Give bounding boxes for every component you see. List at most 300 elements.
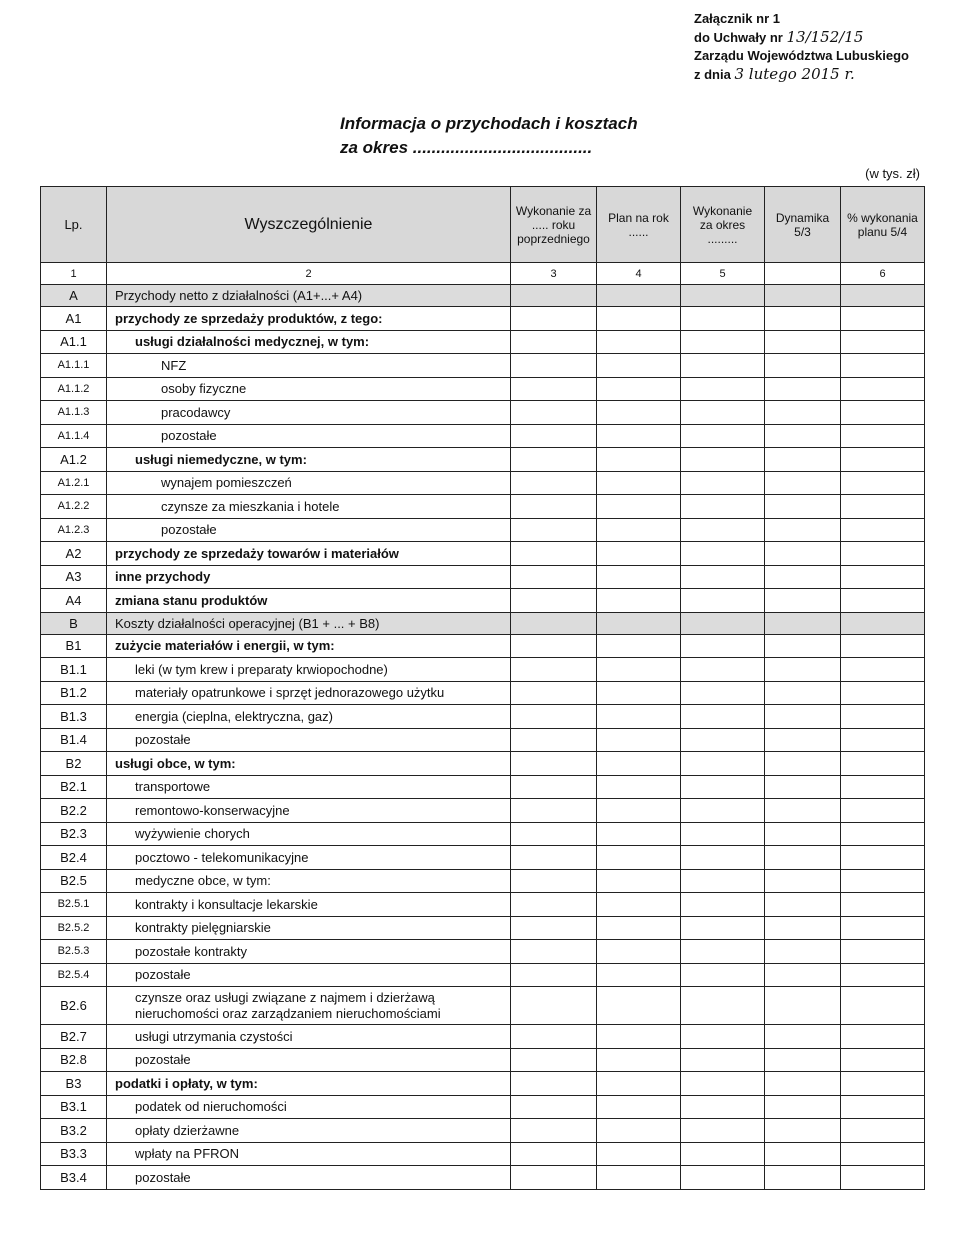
value-cell[interactable] — [597, 448, 681, 472]
value-cell[interactable] — [841, 775, 925, 799]
value-cell[interactable] — [681, 1072, 765, 1096]
value-cell[interactable] — [681, 775, 765, 799]
row-label: wpłaty na PFRON — [107, 1142, 511, 1166]
value-cell[interactable] — [765, 1025, 841, 1049]
row-label: leki (w tym krew i preparaty krwiopochodne) — [107, 658, 511, 682]
annex-header — [694, 10, 909, 84]
value-cell[interactable] — [511, 869, 597, 893]
value-cell[interactable] — [841, 987, 925, 1025]
value-cell[interactable] — [511, 401, 597, 425]
row-code: A1.1.4 — [41, 424, 107, 448]
value-cell[interactable] — [841, 916, 925, 940]
header-plan: Plan na rok ...... — [597, 187, 681, 263]
value-cell[interactable] — [765, 354, 841, 378]
column-number: 5 — [681, 263, 765, 285]
value-cell[interactable] — [681, 846, 765, 870]
value-cell[interactable] — [841, 681, 925, 705]
table-row — [41, 869, 925, 893]
value-cell[interactable] — [681, 916, 765, 940]
value-cell[interactable] — [681, 495, 765, 519]
value-cell[interactable] — [765, 1166, 841, 1190]
value-cell[interactable] — [681, 1025, 765, 1049]
value-cell[interactable] — [765, 987, 841, 1025]
row-code: B3.3 — [41, 1142, 107, 1166]
row-label: remontowo-konserwacyjne — [107, 799, 511, 823]
value-cell[interactable] — [511, 354, 597, 378]
row-code: B3.1 — [41, 1095, 107, 1119]
value-cell[interactable] — [597, 775, 681, 799]
value-cell[interactable] — [511, 681, 597, 705]
row-label: kontrakty pielęgniarskie — [107, 916, 511, 940]
value-cell[interactable] — [511, 634, 597, 658]
value-cell[interactable] — [597, 869, 681, 893]
value-cell[interactable] — [841, 846, 925, 870]
row-code: A1.2 — [41, 448, 107, 472]
row-code: A1 — [41, 307, 107, 331]
value-cell[interactable] — [765, 775, 841, 799]
value-cell[interactable] — [597, 681, 681, 705]
row-code: B2.4 — [41, 846, 107, 870]
table-row — [41, 893, 925, 917]
value-cell[interactable] — [681, 589, 765, 613]
header-plan-percent: % wykonania planu 5/4 — [841, 187, 925, 263]
value-cell[interactable] — [765, 285, 841, 307]
value-cell[interactable] — [511, 1048, 597, 1072]
value-cell[interactable] — [765, 634, 841, 658]
value-cell[interactable] — [681, 1142, 765, 1166]
table-row — [41, 1142, 925, 1166]
value-cell[interactable] — [841, 799, 925, 823]
table-row — [41, 285, 925, 307]
row-label: usługi działalności medycznej, w tym: — [107, 330, 511, 354]
value-cell[interactable] — [681, 542, 765, 566]
row-code: A1.2.3 — [41, 518, 107, 542]
value-cell[interactable] — [597, 424, 681, 448]
column-number: 4 — [597, 263, 681, 285]
header-description: Wyszczególnienie — [107, 187, 511, 263]
value-cell[interactable] — [597, 330, 681, 354]
row-code: A4 — [41, 589, 107, 613]
value-cell[interactable] — [841, 822, 925, 846]
value-cell[interactable] — [765, 963, 841, 987]
value-cell[interactable] — [765, 542, 841, 566]
value-cell[interactable] — [681, 1119, 765, 1143]
table-row — [41, 612, 925, 634]
value-cell[interactable] — [681, 893, 765, 917]
value-cell[interactable] — [511, 448, 597, 472]
value-cell[interactable] — [597, 471, 681, 495]
value-cell[interactable] — [681, 354, 765, 378]
value-cell[interactable] — [765, 799, 841, 823]
value-cell[interactable] — [681, 307, 765, 331]
value-cell[interactable] — [765, 728, 841, 752]
table-row — [41, 987, 925, 1025]
value-cell[interactable] — [681, 987, 765, 1025]
value-cell[interactable] — [765, 822, 841, 846]
value-cell[interactable] — [511, 799, 597, 823]
value-cell[interactable] — [511, 565, 597, 589]
value-cell[interactable] — [841, 495, 925, 519]
value-cell[interactable] — [511, 612, 597, 634]
value-cell[interactable] — [841, 1025, 925, 1049]
table-row — [41, 1072, 925, 1096]
table-row — [41, 565, 925, 589]
value-cell[interactable] — [841, 354, 925, 378]
row-code: B1.1 — [41, 658, 107, 682]
row-label: pozostałe — [107, 518, 511, 542]
value-cell[interactable] — [841, 634, 925, 658]
table-row — [41, 752, 925, 776]
board-name: Zarządu Województwa Lubuskiego — [694, 48, 909, 63]
row-label: czynsze za mieszkania i hotele — [107, 495, 511, 519]
row-label: pozostałe — [107, 728, 511, 752]
row-code: A1.1.1 — [41, 354, 107, 378]
value-cell[interactable] — [841, 963, 925, 987]
value-cell[interactable] — [597, 658, 681, 682]
value-cell[interactable] — [841, 728, 925, 752]
column-number: 3 — [511, 263, 597, 285]
row-label: pozostałe — [107, 1166, 511, 1190]
value-cell[interactable] — [765, 1119, 841, 1143]
title-line-1: Informacja o przychodach i kosztach — [340, 114, 638, 133]
value-cell[interactable] — [841, 1119, 925, 1143]
table-row — [41, 728, 925, 752]
value-cell[interactable] — [511, 705, 597, 729]
value-cell[interactable] — [841, 893, 925, 917]
row-code: A1.2.2 — [41, 495, 107, 519]
value-cell[interactable] — [841, 285, 925, 307]
value-cell[interactable] — [681, 940, 765, 964]
table-row — [41, 822, 925, 846]
table-row — [41, 424, 925, 448]
value-cell[interactable] — [597, 307, 681, 331]
value-cell[interactable] — [841, 869, 925, 893]
value-cell[interactable] — [511, 1166, 597, 1190]
value-cell[interactable] — [511, 1142, 597, 1166]
table-row — [41, 1119, 925, 1143]
value-cell[interactable] — [841, 330, 925, 354]
value-cell[interactable] — [597, 401, 681, 425]
row-label: podatki i opłaty, w tym: — [107, 1072, 511, 1096]
table-row — [41, 658, 925, 682]
value-cell[interactable] — [765, 1142, 841, 1166]
row-label: pracodawcy — [107, 401, 511, 425]
value-cell[interactable] — [765, 846, 841, 870]
row-label: NFZ — [107, 354, 511, 378]
header-prev-year: Wykonanie za ..... roku poprzedniego — [511, 187, 597, 263]
value-cell[interactable] — [681, 285, 765, 307]
value-cell[interactable] — [681, 448, 765, 472]
row-label: energia (cieplna, elektryczna, gaz) — [107, 705, 511, 729]
row-label: usługi niemedyczne, w tym: — [107, 448, 511, 472]
value-cell[interactable] — [765, 869, 841, 893]
value-cell[interactable] — [765, 705, 841, 729]
annex-label: Załącznik nr 1 — [694, 11, 780, 26]
table-row — [41, 1025, 925, 1049]
value-cell[interactable] — [681, 752, 765, 776]
value-cell[interactable] — [841, 565, 925, 589]
value-cell[interactable] — [597, 799, 681, 823]
resolution-number: 13/152/15 — [786, 28, 864, 46]
value-cell[interactable] — [681, 612, 765, 634]
value-cell[interactable] — [681, 681, 765, 705]
value-cell[interactable] — [765, 1048, 841, 1072]
table-row — [41, 330, 925, 354]
row-code: A1.1.3 — [41, 401, 107, 425]
value-cell[interactable] — [597, 612, 681, 634]
value-cell[interactable] — [511, 658, 597, 682]
row-label: pozostałe kontrakty — [107, 940, 511, 964]
value-cell[interactable] — [681, 658, 765, 682]
value-cell[interactable] — [597, 634, 681, 658]
row-label: materiały opatrunkowe i sprzęt jednorazowego użytku — [107, 681, 511, 705]
row-label: podatek od nieruchomości — [107, 1095, 511, 1119]
value-cell[interactable] — [511, 987, 597, 1025]
value-cell[interactable] — [597, 1166, 681, 1190]
value-cell[interactable] — [597, 1025, 681, 1049]
value-cell[interactable] — [511, 1119, 597, 1143]
row-label: Przychody netto z działalności (A1+...+ A4) — [107, 285, 511, 307]
value-cell[interactable] — [841, 1142, 925, 1166]
value-cell[interactable] — [765, 307, 841, 331]
table-row — [41, 401, 925, 425]
value-cell[interactable] — [841, 518, 925, 542]
row-code: A3 — [41, 565, 107, 589]
table-row — [41, 471, 925, 495]
value-cell[interactable] — [681, 1095, 765, 1119]
table-row — [41, 681, 925, 705]
value-cell[interactable] — [597, 1072, 681, 1096]
value-cell[interactable] — [597, 565, 681, 589]
value-cell[interactable] — [511, 495, 597, 519]
column-number: 6 — [841, 263, 925, 285]
row-label: opłaty dzierżawne — [107, 1119, 511, 1143]
value-cell[interactable] — [841, 401, 925, 425]
value-cell[interactable] — [511, 846, 597, 870]
value-cell[interactable] — [681, 963, 765, 987]
row-code: B1 — [41, 634, 107, 658]
row-code: B1.2 — [41, 681, 107, 705]
value-cell[interactable] — [597, 916, 681, 940]
value-cell[interactable] — [511, 1025, 597, 1049]
value-cell[interactable] — [765, 518, 841, 542]
value-cell[interactable] — [765, 589, 841, 613]
value-cell[interactable] — [681, 565, 765, 589]
units-label: (w tys. zł) — [865, 166, 920, 181]
value-cell[interactable] — [511, 542, 597, 566]
row-label: czynsze oraz usługi związane z najmem i dzierżawą nieruchomości oraz zarządzaniem nieruchomościami — [107, 987, 511, 1025]
value-cell[interactable] — [841, 612, 925, 634]
table-row — [41, 799, 925, 823]
value-cell[interactable] — [597, 822, 681, 846]
table-row — [41, 1048, 925, 1072]
row-label: zmiana stanu produktów — [107, 589, 511, 613]
value-cell[interactable] — [597, 354, 681, 378]
value-cell[interactable] — [841, 307, 925, 331]
table-row — [41, 448, 925, 472]
value-cell[interactable] — [511, 330, 597, 354]
row-code: B2.7 — [41, 1025, 107, 1049]
value-cell[interactable] — [511, 775, 597, 799]
row-code: B2.8 — [41, 1048, 107, 1072]
value-cell[interactable] — [765, 448, 841, 472]
value-cell[interactable] — [841, 589, 925, 613]
value-cell[interactable] — [841, 377, 925, 401]
value-cell[interactable] — [765, 377, 841, 401]
value-cell[interactable] — [681, 634, 765, 658]
value-cell[interactable] — [597, 846, 681, 870]
value-cell[interactable] — [841, 471, 925, 495]
value-cell[interactable] — [765, 681, 841, 705]
column-number — [765, 263, 841, 285]
row-label: przychody ze sprzedaży produktów, z tego: — [107, 307, 511, 331]
value-cell[interactable] — [681, 330, 765, 354]
table-row — [41, 377, 925, 401]
value-cell[interactable] — [597, 495, 681, 519]
table-row — [41, 846, 925, 870]
value-cell[interactable] — [841, 940, 925, 964]
table-row — [41, 589, 925, 613]
row-label: pozostałe — [107, 963, 511, 987]
row-code: A1.1 — [41, 330, 107, 354]
value-cell[interactable] — [765, 424, 841, 448]
value-cell[interactable] — [765, 1072, 841, 1096]
value-cell[interactable] — [597, 893, 681, 917]
value-cell[interactable] — [511, 589, 597, 613]
value-cell[interactable] — [511, 424, 597, 448]
value-cell[interactable] — [511, 518, 597, 542]
table-row — [41, 705, 925, 729]
value-cell[interactable] — [511, 916, 597, 940]
row-label: zużycie materiałów i energii, w tym: — [107, 634, 511, 658]
value-cell[interactable] — [681, 401, 765, 425]
value-cell[interactable] — [681, 424, 765, 448]
row-label: wynajem pomieszczeń — [107, 471, 511, 495]
value-cell[interactable] — [597, 1142, 681, 1166]
value-cell[interactable] — [681, 1166, 765, 1190]
value-cell[interactable] — [765, 330, 841, 354]
value-cell[interactable] — [511, 471, 597, 495]
value-cell[interactable] — [511, 377, 597, 401]
value-cell[interactable] — [597, 728, 681, 752]
value-cell[interactable] — [841, 658, 925, 682]
value-cell[interactable] — [841, 1048, 925, 1072]
row-code: A2 — [41, 542, 107, 566]
value-cell[interactable] — [681, 377, 765, 401]
table-header-row — [41, 187, 925, 263]
value-cell[interactable] — [511, 822, 597, 846]
row-code: B1.4 — [41, 728, 107, 752]
value-cell[interactable] — [597, 285, 681, 307]
column-number-row — [41, 263, 925, 285]
value-cell[interactable] — [597, 589, 681, 613]
value-cell[interactable] — [681, 822, 765, 846]
value-cell[interactable] — [597, 542, 681, 566]
row-code: A1.1.2 — [41, 377, 107, 401]
value-cell[interactable] — [597, 940, 681, 964]
row-label: pozostałe — [107, 424, 511, 448]
value-cell[interactable] — [681, 869, 765, 893]
value-cell[interactable] — [765, 752, 841, 776]
title-line-2: za okres ...................................... — [340, 138, 593, 157]
value-cell[interactable] — [511, 752, 597, 776]
value-cell[interactable] — [511, 1095, 597, 1119]
value-cell[interactable] — [841, 752, 925, 776]
table-row — [41, 916, 925, 940]
row-code: B2.5.4 — [41, 963, 107, 987]
value-cell[interactable] — [511, 893, 597, 917]
value-cell[interactable] — [597, 752, 681, 776]
value-cell[interactable] — [765, 471, 841, 495]
value-cell[interactable] — [511, 963, 597, 987]
value-cell[interactable] — [765, 893, 841, 917]
value-cell[interactable] — [765, 940, 841, 964]
value-cell[interactable] — [765, 401, 841, 425]
row-label: usługi obce, w tym: — [107, 752, 511, 776]
date-prefix: z dnia — [694, 67, 731, 82]
header-execution: Wykonanie za okres ......... — [681, 187, 765, 263]
value-cell[interactable] — [841, 448, 925, 472]
resolution-prefix: do Uchwały nr — [694, 30, 783, 45]
row-label: inne przychody — [107, 565, 511, 589]
row-label: kontrakty i konsultacje lekarskie — [107, 893, 511, 917]
income-cost-table — [40, 186, 925, 1190]
table-row — [41, 775, 925, 799]
value-cell[interactable] — [511, 1072, 597, 1096]
value-cell[interactable] — [681, 799, 765, 823]
value-cell[interactable] — [511, 285, 597, 307]
value-cell[interactable] — [597, 377, 681, 401]
value-cell[interactable] — [681, 1048, 765, 1072]
row-code: A — [41, 285, 107, 307]
value-cell[interactable] — [597, 1048, 681, 1072]
row-code: B2.1 — [41, 775, 107, 799]
value-cell[interactable] — [765, 612, 841, 634]
value-cell[interactable] — [681, 471, 765, 495]
value-cell[interactable] — [681, 728, 765, 752]
value-cell[interactable] — [841, 1166, 925, 1190]
value-cell[interactable] — [511, 940, 597, 964]
value-cell[interactable] — [597, 987, 681, 1025]
row-label: wyżywienie chorych — [107, 822, 511, 846]
value-cell[interactable] — [597, 963, 681, 987]
date-value: 3 lutego 2015 r. — [734, 65, 855, 83]
value-cell[interactable] — [681, 705, 765, 729]
value-cell[interactable] — [511, 307, 597, 331]
value-cell[interactable] — [597, 705, 681, 729]
table-row — [41, 307, 925, 331]
value-cell[interactable] — [841, 705, 925, 729]
value-cell[interactable] — [765, 1095, 841, 1119]
value-cell[interactable] — [841, 424, 925, 448]
row-code: B2.3 — [41, 822, 107, 846]
value-cell[interactable] — [511, 728, 597, 752]
value-cell[interactable] — [841, 1095, 925, 1119]
value-cell[interactable] — [597, 1119, 681, 1143]
value-cell[interactable] — [597, 518, 681, 542]
value-cell[interactable] — [841, 1072, 925, 1096]
value-cell[interactable] — [681, 518, 765, 542]
row-label: usługi utrzymania czystości — [107, 1025, 511, 1049]
value-cell[interactable] — [765, 658, 841, 682]
value-cell[interactable] — [597, 1095, 681, 1119]
value-cell[interactable] — [765, 565, 841, 589]
value-cell[interactable] — [765, 916, 841, 940]
value-cell[interactable] — [765, 495, 841, 519]
value-cell[interactable] — [841, 542, 925, 566]
row-code: A1.2.1 — [41, 471, 107, 495]
table-row — [41, 1095, 925, 1119]
